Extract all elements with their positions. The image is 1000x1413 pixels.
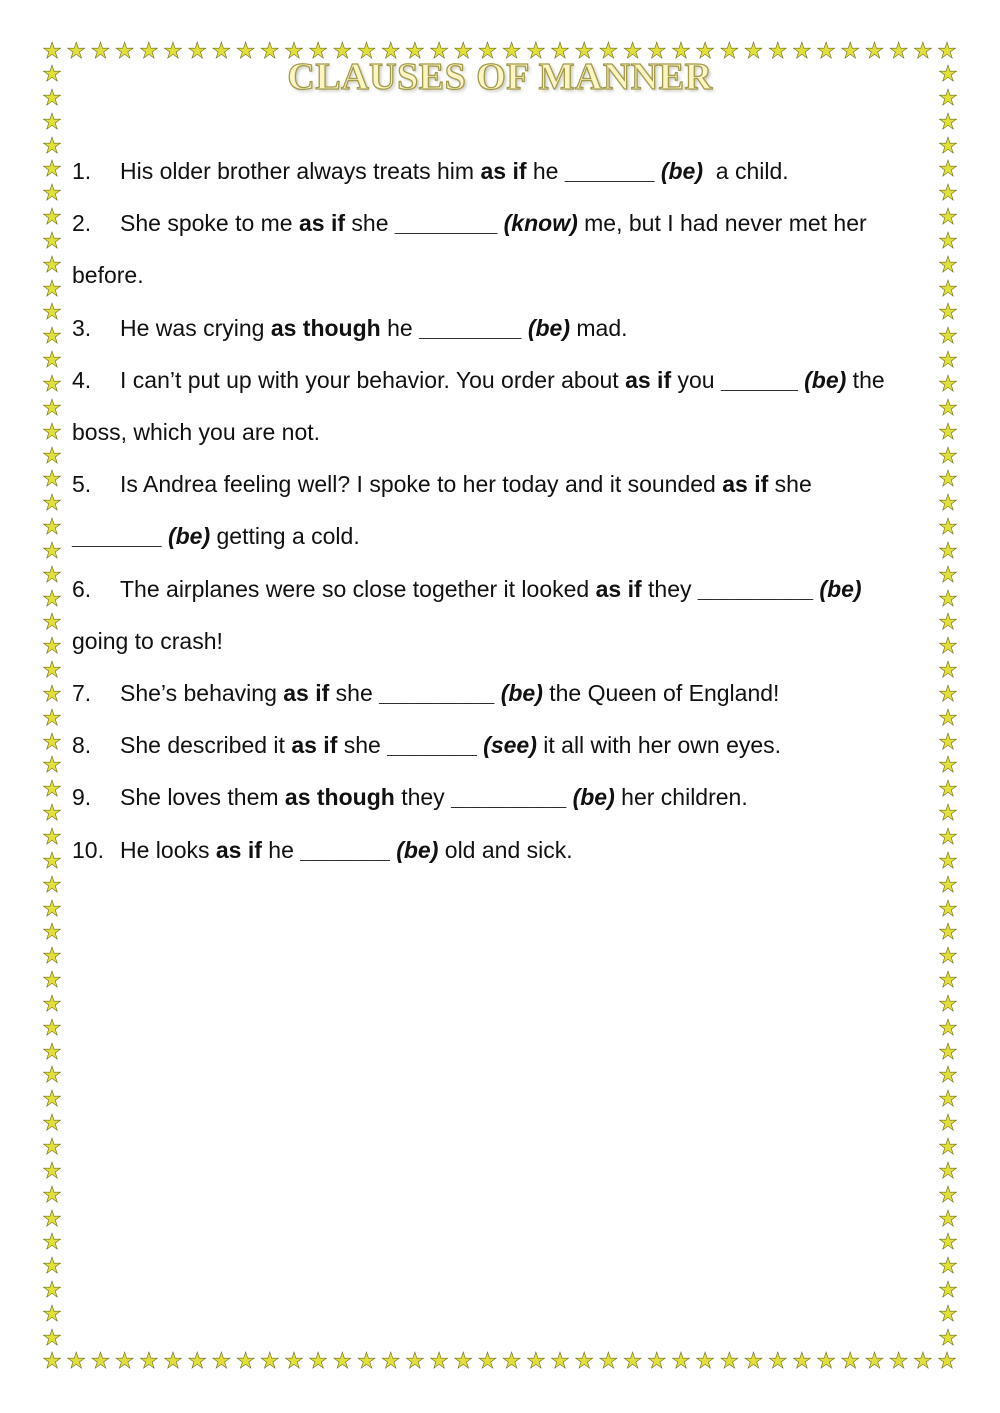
star-icon: ★ [864,1348,885,1373]
star-icon: ★ [235,1348,256,1373]
exercise-text: she [329,680,380,707]
exercise-keyword: as though [284,784,395,811]
star-icon: ★ [938,800,958,826]
exercise-text: mad. [570,314,628,341]
star-icon: ★ [938,967,958,993]
exercise-item [72,458,917,562]
star-icon: ★ [938,1277,958,1303]
star-icon: ★ [767,1348,788,1373]
exercise-number: 3. [72,314,92,341]
star-icon: ★ [938,204,958,230]
star-icon: ★ [550,1348,570,1373]
star-icon: ★ [42,728,62,754]
exercise-number: 5. [72,471,92,498]
star-icon: ★ [671,38,691,63]
star-icon: ★ [453,1348,474,1373]
star-icon: ★ [284,1348,304,1373]
star-icon: ★ [187,1348,208,1373]
star-icon: ★ [90,38,111,63]
star-icon: ★ [235,38,256,63]
star-icon: ★ [938,466,958,492]
star-icon: ★ [938,728,958,754]
star-icon: ★ [938,990,958,1016]
star-icon: ★ [42,132,62,158]
star-icon: ★ [622,1348,643,1373]
star-icon: ★ [938,275,958,301]
star-icon: ★ [42,1229,62,1255]
star-icon: ★ [792,1348,812,1373]
star-icon: ★ [42,1014,62,1040]
star-icon: ★ [42,490,62,516]
star-icon: ★ [42,108,62,134]
exercise-number: 7. [72,680,92,707]
exercise-text: Is Andrea feeling well? I spoke to her today and it sounded [120,471,723,498]
star-icon: ★ [42,156,62,182]
verb-hint: (be) [660,158,703,184]
verb-hint: (see) [483,732,537,759]
verb-hint: (be) [572,784,615,811]
star-icon: ★ [42,609,62,635]
star-icon: ★ [42,370,62,396]
verb-hint: (be) [804,366,847,393]
exercise-text: she [345,210,395,237]
star-icon: ★ [138,1348,159,1373]
verb-hint: (be) [527,314,570,341]
exercise-item [72,197,917,301]
star-icon: ★ [42,990,62,1016]
exercise-text: He looks [120,836,216,863]
exercise-keyword: as if [215,836,262,863]
star-icon: ★ [211,1348,232,1373]
star-icon: ★ [767,38,788,63]
star-icon: ★ [938,704,958,730]
star-icon: ★ [938,537,958,563]
star-icon: ★ [42,824,62,849]
answer-blank[interactable]: _________ [451,784,567,811]
exercise-number: 1. [72,158,92,184]
star-icon: ★ [938,1014,958,1040]
star-icon: ★ [646,38,667,63]
star-icon: ★ [453,38,474,63]
star-icon: ★ [938,1300,958,1326]
verb-hint: (be) [396,836,439,863]
star-icon: ★ [42,704,62,730]
exercise-text: The airplanes were so close together it looked [120,575,596,602]
star-icon: ★ [380,1348,401,1373]
star-icon: ★ [598,38,619,63]
star-icon: ★ [405,1348,425,1373]
exercise-item [72,667,917,719]
star-icon: ★ [743,1348,764,1373]
star-icon: ★ [840,1348,861,1373]
exercise-text: the Queen of England! [542,680,780,707]
star-icon: ★ [42,1157,62,1183]
star-icon: ★ [938,156,958,182]
star-icon: ★ [42,514,62,540]
star-icon: ★ [42,537,62,563]
exercise-number: 10. [72,836,104,863]
star-icon: ★ [938,490,958,516]
star-icon: ★ [356,1348,377,1373]
star-icon: ★ [42,299,62,325]
answer-blank[interactable]: ______ [720,366,798,393]
star-icon: ★ [42,180,62,206]
exercise-item [72,563,917,667]
star-icon: ★ [42,752,62,778]
star-icon: ★ [938,752,958,778]
star-icon: ★ [938,1157,958,1183]
worksheet-title: CLAUSES OF MANNER [287,56,713,98]
star-icon: ★ [42,561,62,587]
star-icon: ★ [42,323,62,349]
star-icon: ★ [42,1181,62,1207]
star-icon: ★ [864,38,885,63]
exercise-item [72,302,917,354]
star-icon: ★ [695,38,716,63]
star-icon: ★ [938,943,958,969]
star-icon: ★ [938,1324,958,1350]
star-icon: ★ [114,1348,135,1373]
star-icon: ★ [938,514,958,540]
star-icon: ★ [42,967,62,993]
star-icon: ★ [308,38,329,63]
exercise-text: a child. [702,158,789,184]
star-icon: ★ [816,38,836,63]
verb-hint: (know) [503,210,578,237]
exercise-text: he [526,158,565,184]
star-icon: ★ [42,466,62,492]
star-icon: ★ [525,1348,546,1373]
star-icon: ★ [938,370,958,396]
star-icon: ★ [937,38,957,63]
star-icon: ★ [888,38,909,63]
exercise-number: 2. [72,210,92,237]
star-icon: ★ [938,1038,958,1064]
star-border-bottom [40,1350,959,1374]
exercise-keyword: as if [625,366,672,393]
exercise-number: 6. [72,575,92,602]
star-icon: ★ [42,418,62,444]
star-icon: ★ [938,585,958,611]
exercise-text: me, but I had never met her before. [72,210,867,289]
star-icon: ★ [938,1205,958,1231]
star-icon: ★ [938,108,958,134]
exercise-item [72,824,917,876]
star-icon: ★ [42,275,62,301]
star-icon: ★ [938,180,958,206]
star-icon: ★ [938,1229,958,1255]
star-icon: ★ [719,1348,740,1373]
star-icon: ★ [42,394,62,420]
answer-blank[interactable]: _________ [379,680,495,707]
exercise-text: His older brother always treats him [120,158,481,184]
star-icon: ★ [938,394,958,420]
star-icon: ★ [938,1062,958,1088]
exercise-text: She described it [120,732,292,759]
star-icon: ★ [719,38,740,63]
star-icon: ★ [42,633,62,659]
exercise-text: I can’t put up with your behavior. You order about [120,366,626,393]
star-icon: ★ [938,609,958,635]
exercise-text: he [261,836,301,863]
star-icon: ★ [938,1086,958,1112]
star-icon: ★ [671,1348,691,1373]
star-border-left [41,63,63,1351]
star-icon: ★ [42,657,62,683]
star-icon: ★ [380,38,401,63]
star-icon: ★ [938,824,958,849]
star-icon: ★ [259,38,280,63]
exercise-text: you [671,366,721,393]
star-icon: ★ [938,895,958,921]
star-icon: ★ [938,132,958,158]
verb-hint: (be) [819,575,862,602]
star-icon: ★ [90,1348,111,1373]
star-icon: ★ [42,61,62,86]
star-icon: ★ [477,38,498,63]
star-icon: ★ [42,442,62,468]
star-icon: ★ [42,84,62,110]
star-icon: ★ [332,38,353,63]
star-icon: ★ [429,38,449,63]
star-icon: ★ [42,680,62,706]
star-icon: ★ [938,84,958,110]
star-icon: ★ [66,1348,87,1373]
star-icon: ★ [938,1110,958,1136]
star-icon: ★ [477,1348,498,1373]
verb-hint: (be) [167,523,211,550]
exercise-item [72,354,917,458]
answer-blank[interactable]: ________ [394,210,498,237]
star-icon: ★ [42,204,62,230]
exercise-text: he [380,314,420,341]
star-icon: ★ [356,38,377,63]
exercise-item [72,771,917,823]
star-icon: ★ [938,61,958,86]
star-icon: ★ [42,1253,62,1279]
exercise-text: she [337,732,388,759]
star-icon: ★ [695,1348,716,1373]
star-icon: ★ [42,1110,62,1136]
exercise-item [72,145,917,197]
exercise-text: getting a cold. [210,523,360,550]
star-icon: ★ [938,847,958,873]
exercise-text: the boss, which you are not. [72,366,885,446]
star-icon: ★ [187,38,208,63]
star-icon: ★ [501,38,522,63]
star-icon: ★ [912,1348,933,1373]
star-icon: ★ [42,1324,62,1350]
exercise-keyword: as if [291,732,338,759]
exercise-text: going to crash! [72,627,223,654]
star-icon: ★ [163,1348,183,1373]
exercise-keyword: as though [270,314,381,341]
exercise-text: He was crying [120,314,271,341]
star-icon: ★ [550,38,570,63]
star-icon: ★ [938,871,958,897]
star-icon: ★ [42,871,62,897]
answer-blank[interactable]: _______ [564,158,655,184]
exercise-item [72,719,917,771]
star-icon: ★ [42,1133,62,1159]
star-icon: ★ [332,1348,353,1373]
star-icon: ★ [42,1038,62,1064]
star-icon: ★ [284,38,304,63]
exercise-keyword: as if [299,210,346,237]
star-icon: ★ [42,1205,62,1231]
star-icon: ★ [574,1348,595,1373]
star-icon: ★ [42,585,62,611]
star-icon: ★ [938,1133,958,1159]
star-icon: ★ [405,38,425,63]
star-icon: ★ [938,251,958,277]
star-icon: ★ [840,38,861,63]
star-icon: ★ [501,1348,522,1373]
star-icon: ★ [42,347,62,373]
star-icon: ★ [938,442,958,468]
star-icon: ★ [42,943,62,969]
star-icon: ★ [743,38,764,63]
star-icon: ★ [42,800,62,826]
star-icon: ★ [42,1062,62,1088]
star-icon: ★ [574,38,595,63]
star-icon: ★ [646,1348,667,1373]
star-icon: ★ [938,299,958,325]
star-icon: ★ [622,38,643,63]
star-icon: ★ [938,323,958,349]
star-icon: ★ [42,1300,62,1326]
star-icon: ★ [938,776,958,802]
star-icon: ★ [429,1348,449,1373]
exercise-list [72,145,917,876]
star-icon: ★ [42,895,62,921]
star-icon: ★ [598,1348,619,1373]
star-border-right [937,63,959,1351]
star-icon: ★ [138,38,159,63]
exercise-text: they [394,784,452,811]
star-icon: ★ [525,38,546,63]
star-icon: ★ [42,227,62,253]
exercise-text: She’s behaving [120,680,284,707]
star-icon: ★ [938,1181,958,1207]
star-icon: ★ [66,38,87,63]
star-icon: ★ [42,38,62,63]
star-icon: ★ [938,1253,958,1279]
exercise-text: her children. [614,784,748,811]
star-icon: ★ [211,38,232,63]
star-icon: ★ [938,347,958,373]
star-icon: ★ [938,657,958,683]
star-icon: ★ [938,680,958,706]
star-icon: ★ [42,919,62,945]
star-icon: ★ [938,633,958,659]
exercise-keyword: as if [480,158,527,184]
exercise-number: 4. [72,366,92,393]
star-icon: ★ [938,919,958,945]
exercise-number: 9. [72,784,92,811]
star-icon: ★ [938,418,958,444]
answer-blank[interactable]: ________ [419,314,522,341]
exercise-text: she [768,471,812,498]
star-icon: ★ [937,1348,957,1373]
answer-blank[interactable]: _______ [387,732,477,759]
verb-hint: (be) [500,680,543,707]
exercise-text: it all with her own eyes. [536,732,782,759]
star-icon: ★ [816,1348,836,1373]
star-icon: ★ [938,227,958,253]
exercise-keyword: as if [722,471,769,498]
star-icon: ★ [114,38,135,63]
exercise-number: 8. [72,732,92,759]
star-icon: ★ [912,38,933,63]
star-icon: ★ [792,38,812,63]
exercise-text: they [641,575,698,602]
star-icon: ★ [42,1277,62,1303]
star-icon: ★ [42,1348,62,1373]
star-icon: ★ [42,1086,62,1112]
star-icon: ★ [938,561,958,587]
star-icon: ★ [42,847,62,873]
answer-blank[interactable]: _________ [697,575,814,602]
exercise-keyword: as if [283,680,330,707]
exercise-text: old and sick. [438,836,573,863]
exercise-text: She loves them [120,784,285,811]
exercise-keyword: as if [595,575,642,602]
star-icon: ★ [42,776,62,802]
answer-blank[interactable]: _______ [300,836,390,863]
star-icon: ★ [42,251,62,277]
star-icon: ★ [308,1348,329,1373]
answer-blank[interactable]: _______ [72,523,162,550]
star-icon: ★ [888,1348,909,1373]
exercise-text: She spoke to me [120,210,299,237]
star-icon: ★ [163,38,183,63]
star-icon: ★ [259,1348,280,1373]
